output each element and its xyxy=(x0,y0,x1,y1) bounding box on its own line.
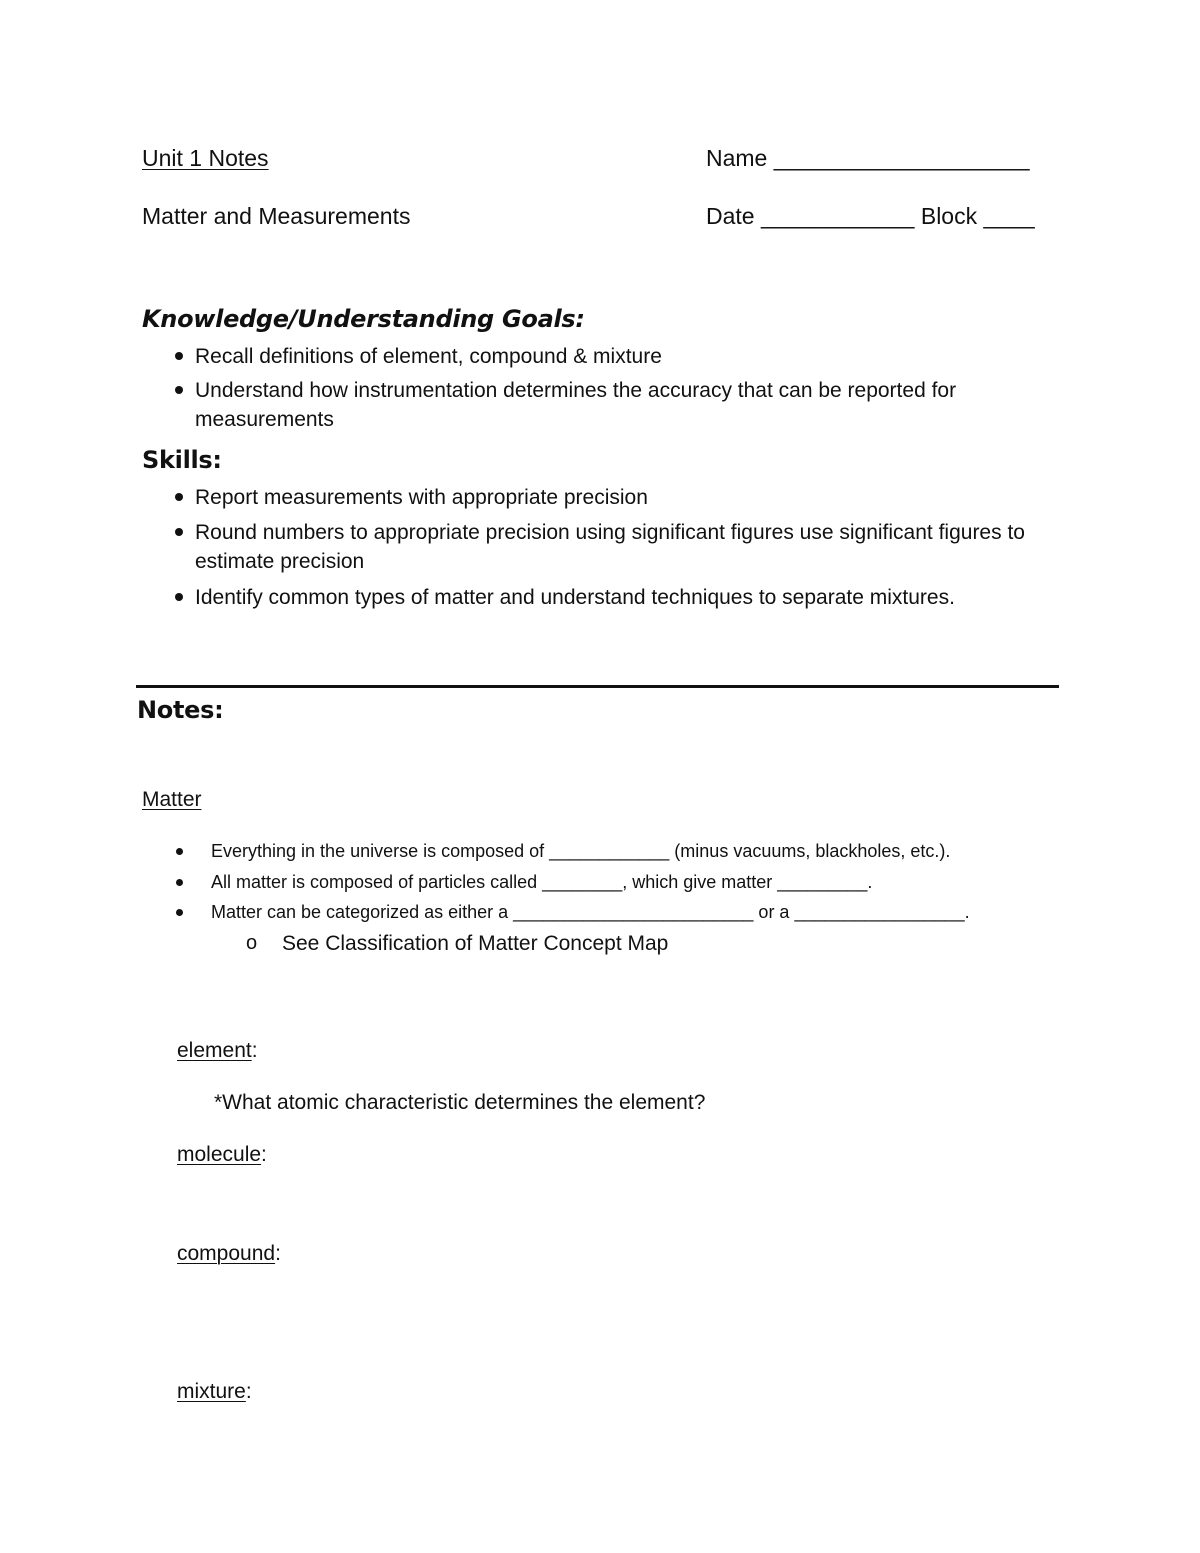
term-compound xyxy=(177,1242,281,1266)
term-element-label: element xyxy=(177,1039,252,1062)
matter-bullet: Matter can be categorized as either a ________________________ or a _________________. xyxy=(211,902,970,922)
matter-bullet: All matter is composed of particles called ________, which give matter _________. xyxy=(211,872,873,892)
bullet-icon xyxy=(176,909,183,916)
bullet-icon xyxy=(175,493,183,501)
term-element xyxy=(177,1039,258,1063)
page-subtitle: Matter and Measurements xyxy=(142,203,411,229)
matter-bullet: Everything in the universe is composed of ____________ (minus vacuums, blackholes, etc.). xyxy=(211,841,951,861)
term-colon: : xyxy=(245,1380,252,1403)
bullet-icon xyxy=(175,386,183,394)
section-divider xyxy=(136,685,1059,688)
unit-title: Unit 1 Notes xyxy=(142,145,269,171)
matter-heading: Matter xyxy=(142,788,202,811)
goals-heading: Knowledge/Understanding Goals: xyxy=(142,305,585,333)
term-mixture xyxy=(177,1380,252,1404)
skills-heading: Skills: xyxy=(142,446,222,474)
term-mixture-label: mixture xyxy=(177,1380,246,1403)
date-block-line: Date ____________ Block ____ xyxy=(706,203,1035,229)
skill-item-continued: estimate precision xyxy=(195,550,365,573)
goal-item: Recall definitions of element, compound & mixture xyxy=(195,345,662,368)
bullet-icon xyxy=(176,848,183,855)
bullet-icon xyxy=(175,352,183,360)
concept-map-reference: See Classification of Matter Concept Map xyxy=(282,932,669,955)
skill-item: Report measurements with appropriate precision xyxy=(195,486,648,509)
skill-item: Round numbers to appropriate precision using significant figures use significant figures to xyxy=(195,521,1025,544)
bullet-icon xyxy=(175,593,183,601)
goal-item-continued: measurements xyxy=(195,408,334,431)
term-colon: : xyxy=(275,1242,281,1265)
notes-heading: Notes: xyxy=(137,696,224,724)
term-molecule-label: molecule xyxy=(177,1143,262,1166)
skill-item: Identify common types of matter and understand techniques to separate mixtures. xyxy=(195,586,955,609)
sub-bullet-marker: o xyxy=(246,932,258,954)
element-question: *What atomic characteristic determines the element? xyxy=(214,1091,706,1114)
term-colon: : xyxy=(251,1039,258,1062)
bullet-icon xyxy=(175,528,183,536)
goal-item: Understand how instrumentation determines the accuracy that can be reported for xyxy=(195,379,957,402)
name-field-line: Name ____________________ xyxy=(706,145,1030,171)
term-molecule xyxy=(177,1143,267,1167)
bullet-icon xyxy=(176,879,183,886)
term-compound-label: compound xyxy=(177,1242,276,1265)
term-colon: : xyxy=(261,1143,267,1166)
